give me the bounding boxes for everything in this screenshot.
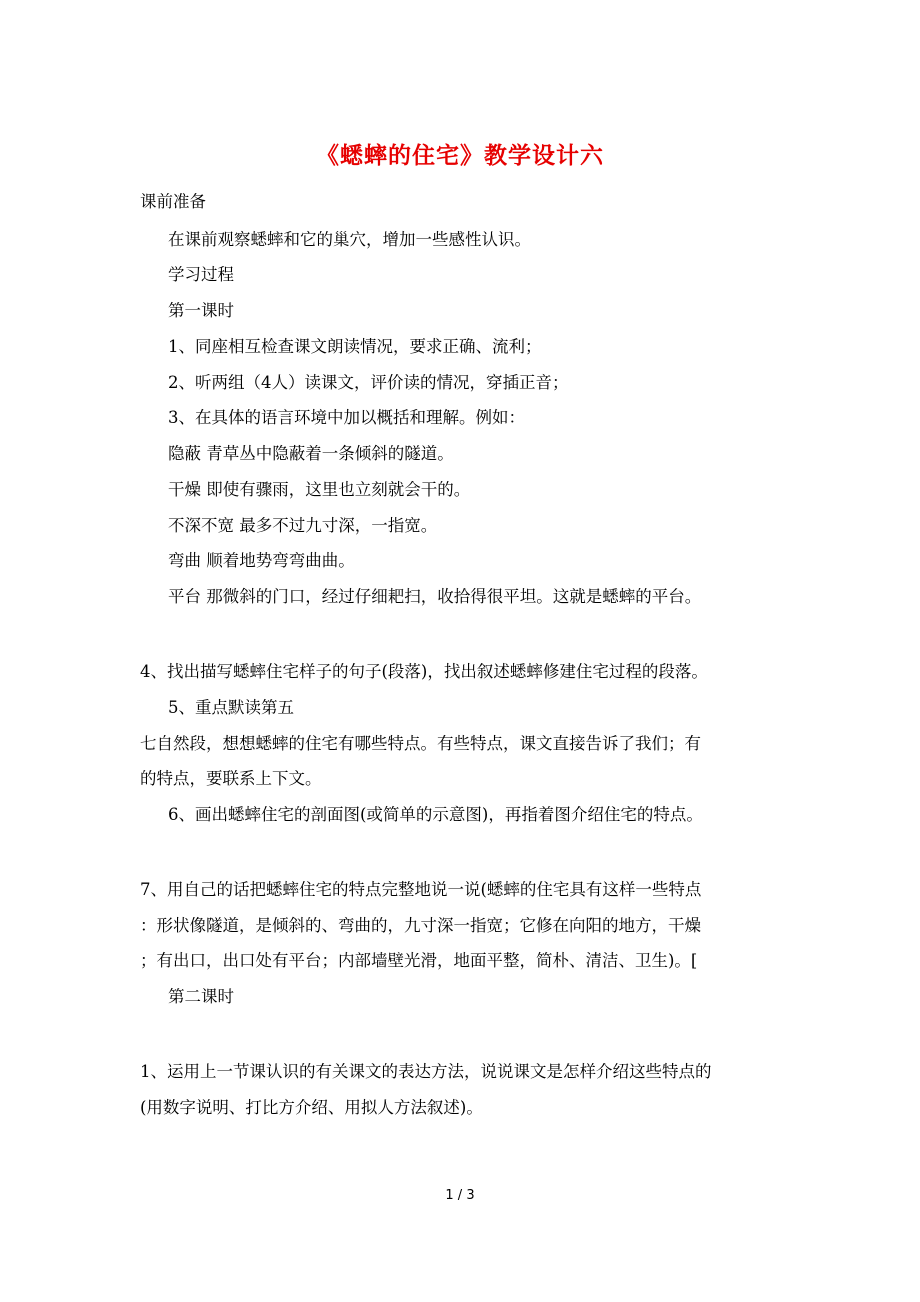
paragraph-line: ；有出口，出口处有平台；内部墙壁光滑，地面平整，简朴、清洁、卫生)。[: [140, 951, 698, 970]
paragraph-line: 的特点，要联系上下文。: [140, 769, 322, 788]
paragraph-line: 3、在具体的语言环境中加以概括和理解。例如：: [168, 408, 525, 427]
paragraph-line: 1、同座相互检查课文朗读情况，要求正确、流利；: [168, 337, 542, 356]
vocab-line: 平台 那微斜的门口，经过仔细耙扫，收拾得很平坦。这就是蟋蟀的平台。: [168, 587, 702, 606]
paragraph-line: 5、重点默读第五: [168, 698, 294, 717]
section-heading-lesson-1: 第一课时: [168, 301, 234, 320]
document-title: 《蟋蟀的住宅》教学设计六: [316, 142, 604, 169]
paragraph-line: 在课前观察蟋蟀和它的巢穴，增加一些感性认识。: [168, 230, 531, 249]
paragraph-line: 7、用自己的话把蟋蟀住宅的特点完整地说一说(蟋蟀的住宅具有这样一些特点: [140, 880, 702, 899]
vocab-line: 隐蔽 青草丛中隐蔽着一条倾斜的隧道。: [168, 444, 454, 463]
paragraph-line: 6、画出蟋蟀住宅的剖面图(或简单的示意图)，再指着图介绍住宅的特点。: [168, 805, 703, 824]
paragraph-line: ：形状像隧道，是倾斜的、弯曲的，九寸深一指宽；它修在向阳的地方，干燥: [140, 916, 701, 935]
section-heading-lesson-2: 第二课时: [168, 987, 234, 1006]
paragraph-line: 4、找出描写蟋蟀住宅样子的句子(段落)，找出叙述蟋蟀修建住宅过程的段落。: [140, 662, 708, 681]
paragraph-line: (用数字说明、打比方介绍、用拟人方法叙述)。: [140, 1098, 483, 1117]
page-number: 1 / 3: [445, 1188, 475, 1203]
paragraph-line: 七自然段，想想蟋蟀的住宅有哪些特点。有些特点，课文直接告诉了我们；有: [140, 734, 701, 753]
vocab-line: 不深不宽 最多不过九寸深，一指宽。: [168, 516, 438, 535]
paragraph-line: 2、听两组（4人）读课文，评价读的情况，穿插正音；: [168, 373, 569, 392]
vocab-line: 弯曲 顺着地势弯弯曲曲。: [168, 551, 355, 570]
section-heading-preparation: 课前准备: [140, 192, 206, 211]
paragraph-line: 1、运用上一节课认识的有关课文的表达方法，说说课文是怎样介绍这些特点的: [140, 1062, 712, 1081]
section-heading-process: 学习过程: [168, 265, 234, 284]
vocab-line: 干燥 即使有骤雨，这里也立刻就会干的。: [168, 480, 471, 499]
